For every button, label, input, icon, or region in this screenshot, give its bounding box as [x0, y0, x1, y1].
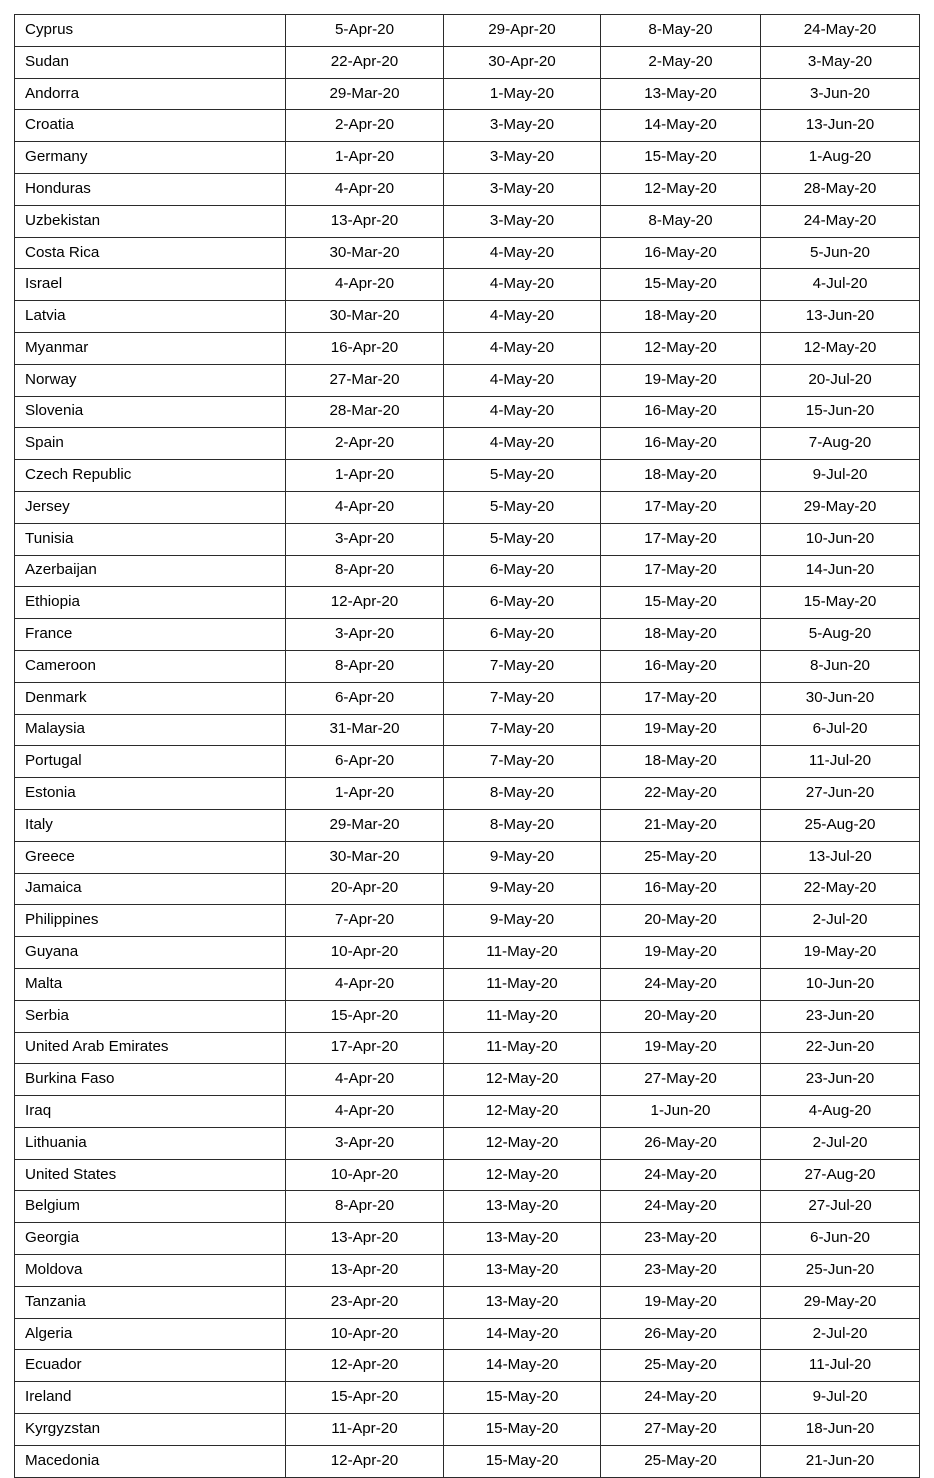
- cell-date-3: 15-May-20: [601, 587, 761, 619]
- cell-date-1: 3-Apr-20: [286, 619, 444, 651]
- table-row: [15, 428, 920, 460]
- table-row: [15, 15, 920, 47]
- cell-date-1: 30-Mar-20: [286, 841, 444, 873]
- table-row: [15, 841, 920, 873]
- cell-country: Cyprus: [15, 15, 286, 47]
- table-row: [15, 1445, 920, 1477]
- cell-date-2: 9-May-20: [444, 841, 601, 873]
- table-row: [15, 937, 920, 969]
- cell-date-2: 12-May-20: [444, 1159, 601, 1191]
- cell-date-2: 8-May-20: [444, 809, 601, 841]
- cell-date-3: 19-May-20: [601, 714, 761, 746]
- table-row: [15, 1318, 920, 1350]
- cell-date-3: 14-May-20: [601, 110, 761, 142]
- cell-date-1: 29-Mar-20: [286, 809, 444, 841]
- cell-date-3: 27-May-20: [601, 1064, 761, 1096]
- cell-date-4: 23-Jun-20: [761, 1000, 920, 1032]
- cell-date-3: 18-May-20: [601, 301, 761, 333]
- cell-date-4: 4-Jul-20: [761, 269, 920, 301]
- cell-date-1: 4-Apr-20: [286, 269, 444, 301]
- cell-date-2: 5-May-20: [444, 523, 601, 555]
- cell-date-4: 13-Jul-20: [761, 841, 920, 873]
- cell-date-3: 2-May-20: [601, 46, 761, 78]
- cell-date-1: 8-Apr-20: [286, 555, 444, 587]
- table-row: [15, 555, 920, 587]
- cell-date-3: 24-May-20: [601, 1191, 761, 1223]
- table-row: [15, 46, 920, 78]
- cell-date-4: 8-Jun-20: [761, 650, 920, 682]
- cell-date-2: 13-May-20: [444, 1255, 601, 1287]
- cell-date-1: 13-Apr-20: [286, 1255, 444, 1287]
- cell-date-2: 9-May-20: [444, 905, 601, 937]
- cell-date-2: 3-May-20: [444, 110, 601, 142]
- cell-date-1: 3-Apr-20: [286, 1127, 444, 1159]
- cell-date-2: 13-May-20: [444, 1223, 601, 1255]
- cell-date-4: 25-Aug-20: [761, 809, 920, 841]
- cell-date-3: 16-May-20: [601, 237, 761, 269]
- cell-date-4: 20-Jul-20: [761, 364, 920, 396]
- cell-date-1: 3-Apr-20: [286, 523, 444, 555]
- table-row: [15, 1350, 920, 1382]
- cell-date-4: 30-Jun-20: [761, 682, 920, 714]
- cell-country: Cameroon: [15, 650, 286, 682]
- cell-country: United Arab Emirates: [15, 1032, 286, 1064]
- cell-date-2: 7-May-20: [444, 650, 601, 682]
- cell-date-2: 4-May-20: [444, 332, 601, 364]
- cell-date-1: 5-Apr-20: [286, 15, 444, 47]
- cell-date-2: 12-May-20: [444, 1127, 601, 1159]
- cell-date-4: 11-Jul-20: [761, 746, 920, 778]
- cell-date-3: 23-May-20: [601, 1223, 761, 1255]
- cell-date-3: 16-May-20: [601, 428, 761, 460]
- cell-date-2: 11-May-20: [444, 1032, 601, 1064]
- cell-date-4: 4-Aug-20: [761, 1096, 920, 1128]
- cell-date-2: 5-May-20: [444, 491, 601, 523]
- cell-date-4: 9-Jul-20: [761, 1382, 920, 1414]
- cell-country: Uzbekistan: [15, 205, 286, 237]
- cell-date-2: 30-Apr-20: [444, 46, 601, 78]
- cell-country: Serbia: [15, 1000, 286, 1032]
- cell-date-4: 29-May-20: [761, 491, 920, 523]
- cell-date-4: 27-Aug-20: [761, 1159, 920, 1191]
- cell-date-1: 1-Apr-20: [286, 142, 444, 174]
- table-row: [15, 142, 920, 174]
- cell-date-4: 14-Jun-20: [761, 555, 920, 587]
- cell-date-3: 27-May-20: [601, 1414, 761, 1446]
- cell-date-3: 21-May-20: [601, 809, 761, 841]
- table-row: [15, 1191, 920, 1223]
- table-row: [15, 968, 920, 1000]
- table-row: [15, 396, 920, 428]
- cell-date-2: 15-May-20: [444, 1445, 601, 1477]
- cell-date-2: 13-May-20: [444, 1286, 601, 1318]
- cell-date-3: 24-May-20: [601, 1159, 761, 1191]
- cell-date-4: 3-Jun-20: [761, 78, 920, 110]
- cell-date-3: 16-May-20: [601, 396, 761, 428]
- cell-date-3: 15-May-20: [601, 269, 761, 301]
- cell-date-1: 1-Apr-20: [286, 778, 444, 810]
- cell-date-2: 4-May-20: [444, 428, 601, 460]
- cell-date-4: 11-Jul-20: [761, 1350, 920, 1382]
- cell-date-1: 22-Apr-20: [286, 46, 444, 78]
- cell-date-2: 15-May-20: [444, 1414, 601, 1446]
- cell-date-3: 22-May-20: [601, 778, 761, 810]
- cell-date-3: 19-May-20: [601, 1286, 761, 1318]
- table-body: [15, 15, 920, 1478]
- cell-date-4: 9-Jul-20: [761, 460, 920, 492]
- cell-date-3: 25-May-20: [601, 1445, 761, 1477]
- cell-country: Spain: [15, 428, 286, 460]
- cell-date-2: 9-May-20: [444, 873, 601, 905]
- cell-country: Malaysia: [15, 714, 286, 746]
- cell-date-3: 12-May-20: [601, 332, 761, 364]
- cell-date-4: 27-Jul-20: [761, 1191, 920, 1223]
- country-dates-table: [14, 14, 920, 1478]
- cell-date-1: 4-Apr-20: [286, 491, 444, 523]
- cell-date-1: 4-Apr-20: [286, 968, 444, 1000]
- cell-country: Ethiopia: [15, 587, 286, 619]
- cell-date-4: 21-Jun-20: [761, 1445, 920, 1477]
- cell-date-1: 1-Apr-20: [286, 460, 444, 492]
- cell-date-1: 20-Apr-20: [286, 873, 444, 905]
- cell-date-3: 8-May-20: [601, 205, 761, 237]
- cell-date-1: 10-Apr-20: [286, 1159, 444, 1191]
- cell-date-3: 19-May-20: [601, 364, 761, 396]
- cell-country: Kyrgyzstan: [15, 1414, 286, 1446]
- cell-date-4: 25-Jun-20: [761, 1255, 920, 1287]
- cell-date-3: 17-May-20: [601, 491, 761, 523]
- cell-date-3: 17-May-20: [601, 555, 761, 587]
- table-row: [15, 78, 920, 110]
- cell-date-1: 27-Mar-20: [286, 364, 444, 396]
- cell-country: Slovenia: [15, 396, 286, 428]
- cell-country: France: [15, 619, 286, 651]
- cell-country: Denmark: [15, 682, 286, 714]
- cell-date-2: 5-May-20: [444, 460, 601, 492]
- table-row: [15, 1064, 920, 1096]
- cell-date-3: 24-May-20: [601, 1382, 761, 1414]
- cell-date-3: 16-May-20: [601, 873, 761, 905]
- table-row: [15, 650, 920, 682]
- cell-country: Croatia: [15, 110, 286, 142]
- table-row: [15, 619, 920, 651]
- cell-date-2: 12-May-20: [444, 1064, 601, 1096]
- cell-date-1: 11-Apr-20: [286, 1414, 444, 1446]
- cell-country: Georgia: [15, 1223, 286, 1255]
- cell-country: Philippines: [15, 905, 286, 937]
- cell-date-4: 28-May-20: [761, 173, 920, 205]
- table-row: [15, 1223, 920, 1255]
- cell-date-1: 2-Apr-20: [286, 428, 444, 460]
- cell-date-1: 4-Apr-20: [286, 1096, 444, 1128]
- table-row: [15, 237, 920, 269]
- table-row: [15, 1255, 920, 1287]
- cell-country: Germany: [15, 142, 286, 174]
- cell-date-3: 26-May-20: [601, 1127, 761, 1159]
- cell-date-1: 8-Apr-20: [286, 1191, 444, 1223]
- cell-date-1: 12-Apr-20: [286, 587, 444, 619]
- cell-date-2: 3-May-20: [444, 205, 601, 237]
- cell-date-3: 13-May-20: [601, 78, 761, 110]
- cell-country: Azerbaijan: [15, 555, 286, 587]
- cell-country: United States: [15, 1159, 286, 1191]
- cell-country: Ecuador: [15, 1350, 286, 1382]
- cell-date-2: 29-Apr-20: [444, 15, 601, 47]
- cell-country: Italy: [15, 809, 286, 841]
- cell-date-4: 2-Jul-20: [761, 1127, 920, 1159]
- table-row: [15, 1414, 920, 1446]
- cell-country: Jamaica: [15, 873, 286, 905]
- table-row: [15, 491, 920, 523]
- cell-date-4: 3-May-20: [761, 46, 920, 78]
- table-row: [15, 523, 920, 555]
- table-row: [15, 905, 920, 937]
- cell-country: Malta: [15, 968, 286, 1000]
- cell-country: Ireland: [15, 1382, 286, 1414]
- table-row: [15, 269, 920, 301]
- cell-country: Sudan: [15, 46, 286, 78]
- table-row: [15, 301, 920, 333]
- cell-date-4: 5-Jun-20: [761, 237, 920, 269]
- cell-date-3: 1-Jun-20: [601, 1096, 761, 1128]
- cell-date-4: 13-Jun-20: [761, 110, 920, 142]
- table-row: [15, 1032, 920, 1064]
- cell-date-4: 15-Jun-20: [761, 396, 920, 428]
- cell-date-2: 8-May-20: [444, 778, 601, 810]
- cell-date-4: 15-May-20: [761, 587, 920, 619]
- table-row: [15, 873, 920, 905]
- cell-date-4: 12-May-20: [761, 332, 920, 364]
- cell-date-3: 25-May-20: [601, 1350, 761, 1382]
- cell-date-4: 5-Aug-20: [761, 619, 920, 651]
- cell-date-2: 6-May-20: [444, 587, 601, 619]
- cell-date-1: 17-Apr-20: [286, 1032, 444, 1064]
- cell-date-2: 4-May-20: [444, 237, 601, 269]
- table-row: [15, 1382, 920, 1414]
- cell-date-2: 11-May-20: [444, 968, 601, 1000]
- cell-date-2: 3-May-20: [444, 142, 601, 174]
- cell-date-1: 29-Mar-20: [286, 78, 444, 110]
- table-row: [15, 205, 920, 237]
- cell-date-2: 14-May-20: [444, 1318, 601, 1350]
- cell-date-1: 31-Mar-20: [286, 714, 444, 746]
- cell-date-1: 2-Apr-20: [286, 110, 444, 142]
- table-row: [15, 778, 920, 810]
- table-row: [15, 682, 920, 714]
- table-row: [15, 1000, 920, 1032]
- cell-date-4: 6-Jul-20: [761, 714, 920, 746]
- cell-country: Guyana: [15, 937, 286, 969]
- table-row: [15, 714, 920, 746]
- cell-country: Andorra: [15, 78, 286, 110]
- cell-date-3: 19-May-20: [601, 1032, 761, 1064]
- cell-date-2: 4-May-20: [444, 269, 601, 301]
- cell-country: Algeria: [15, 1318, 286, 1350]
- cell-country: Norway: [15, 364, 286, 396]
- cell-date-4: 1-Aug-20: [761, 142, 920, 174]
- cell-country: Costa Rica: [15, 237, 286, 269]
- cell-country: Jersey: [15, 491, 286, 523]
- cell-date-3: 23-May-20: [601, 1255, 761, 1287]
- cell-date-1: 4-Apr-20: [286, 173, 444, 205]
- cell-country: Macedonia: [15, 1445, 286, 1477]
- cell-date-1: 23-Apr-20: [286, 1286, 444, 1318]
- cell-date-2: 11-May-20: [444, 1000, 601, 1032]
- cell-country: Tunisia: [15, 523, 286, 555]
- cell-date-4: 22-May-20: [761, 873, 920, 905]
- cell-date-3: 26-May-20: [601, 1318, 761, 1350]
- table-row: [15, 364, 920, 396]
- cell-country: Czech Republic: [15, 460, 286, 492]
- cell-country: Estonia: [15, 778, 286, 810]
- table-row: [15, 746, 920, 778]
- cell-date-3: 20-May-20: [601, 1000, 761, 1032]
- cell-date-2: 3-May-20: [444, 173, 601, 205]
- table-row: [15, 110, 920, 142]
- cell-country: Burkina Faso: [15, 1064, 286, 1096]
- cell-country: Myanmar: [15, 332, 286, 364]
- cell-date-4: 22-Jun-20: [761, 1032, 920, 1064]
- cell-date-2: 4-May-20: [444, 396, 601, 428]
- cell-date-4: 24-May-20: [761, 15, 920, 47]
- cell-country: Moldova: [15, 1255, 286, 1287]
- cell-date-3: 18-May-20: [601, 746, 761, 778]
- table-row: [15, 460, 920, 492]
- cell-date-3: 18-May-20: [601, 460, 761, 492]
- cell-country: Israel: [15, 269, 286, 301]
- cell-date-1: 12-Apr-20: [286, 1445, 444, 1477]
- table-row: [15, 587, 920, 619]
- cell-date-2: 4-May-20: [444, 364, 601, 396]
- cell-date-4: 2-Jul-20: [761, 1318, 920, 1350]
- cell-date-3: 17-May-20: [601, 523, 761, 555]
- cell-date-3: 16-May-20: [601, 650, 761, 682]
- cell-date-2: 6-May-20: [444, 619, 601, 651]
- cell-date-1: 12-Apr-20: [286, 1350, 444, 1382]
- cell-date-3: 17-May-20: [601, 682, 761, 714]
- cell-date-2: 7-May-20: [444, 682, 601, 714]
- cell-date-2: 1-May-20: [444, 78, 601, 110]
- cell-date-2: 13-May-20: [444, 1191, 601, 1223]
- cell-date-1: 10-Apr-20: [286, 1318, 444, 1350]
- table-row: [15, 809, 920, 841]
- cell-date-3: 18-May-20: [601, 619, 761, 651]
- cell-date-4: 27-Jun-20: [761, 778, 920, 810]
- cell-date-1: 4-Apr-20: [286, 1064, 444, 1096]
- cell-date-2: 7-May-20: [444, 746, 601, 778]
- cell-date-1: 28-Mar-20: [286, 396, 444, 428]
- cell-date-3: 25-May-20: [601, 841, 761, 873]
- cell-date-3: 12-May-20: [601, 173, 761, 205]
- cell-date-4: 10-Jun-20: [761, 968, 920, 1000]
- cell-date-4: 7-Aug-20: [761, 428, 920, 460]
- cell-date-4: 19-May-20: [761, 937, 920, 969]
- cell-date-1: 30-Mar-20: [286, 237, 444, 269]
- cell-date-4: 29-May-20: [761, 1286, 920, 1318]
- cell-date-4: 6-Jun-20: [761, 1223, 920, 1255]
- cell-date-2: 15-May-20: [444, 1382, 601, 1414]
- table-row: [15, 173, 920, 205]
- cell-date-2: 12-May-20: [444, 1096, 601, 1128]
- cell-date-4: 2-Jul-20: [761, 905, 920, 937]
- cell-date-4: 23-Jun-20: [761, 1064, 920, 1096]
- cell-date-2: 6-May-20: [444, 555, 601, 587]
- cell-country: Latvia: [15, 301, 286, 333]
- cell-date-4: 24-May-20: [761, 205, 920, 237]
- cell-country: Greece: [15, 841, 286, 873]
- cell-country: Portugal: [15, 746, 286, 778]
- cell-date-1: 8-Apr-20: [286, 650, 444, 682]
- cell-date-2: 7-May-20: [444, 714, 601, 746]
- cell-date-1: 7-Apr-20: [286, 905, 444, 937]
- cell-date-3: 15-May-20: [601, 142, 761, 174]
- table-row: [15, 1286, 920, 1318]
- table-row: [15, 1096, 920, 1128]
- table-row: [15, 1127, 920, 1159]
- cell-date-4: 10-Jun-20: [761, 523, 920, 555]
- table-row: [15, 332, 920, 364]
- cell-date-3: 24-May-20: [601, 968, 761, 1000]
- cell-country: Belgium: [15, 1191, 286, 1223]
- cell-date-1: 13-Apr-20: [286, 205, 444, 237]
- cell-date-2: 11-May-20: [444, 937, 601, 969]
- cell-date-1: 15-Apr-20: [286, 1382, 444, 1414]
- cell-date-3: 19-May-20: [601, 937, 761, 969]
- cell-date-2: 14-May-20: [444, 1350, 601, 1382]
- cell-date-3: 8-May-20: [601, 15, 761, 47]
- cell-date-1: 15-Apr-20: [286, 1000, 444, 1032]
- cell-country: Tanzania: [15, 1286, 286, 1318]
- cell-country: Iraq: [15, 1096, 286, 1128]
- cell-date-2: 4-May-20: [444, 301, 601, 333]
- cell-date-1: 13-Apr-20: [286, 1223, 444, 1255]
- cell-date-1: 6-Apr-20: [286, 682, 444, 714]
- cell-date-1: 16-Apr-20: [286, 332, 444, 364]
- cell-date-3: 20-May-20: [601, 905, 761, 937]
- cell-date-1: 6-Apr-20: [286, 746, 444, 778]
- table-row: [15, 1159, 920, 1191]
- cell-date-4: 13-Jun-20: [761, 301, 920, 333]
- cell-date-1: 10-Apr-20: [286, 937, 444, 969]
- cell-country: Honduras: [15, 173, 286, 205]
- cell-date-4: 18-Jun-20: [761, 1414, 920, 1446]
- cell-date-1: 30-Mar-20: [286, 301, 444, 333]
- cell-country: Lithuania: [15, 1127, 286, 1159]
